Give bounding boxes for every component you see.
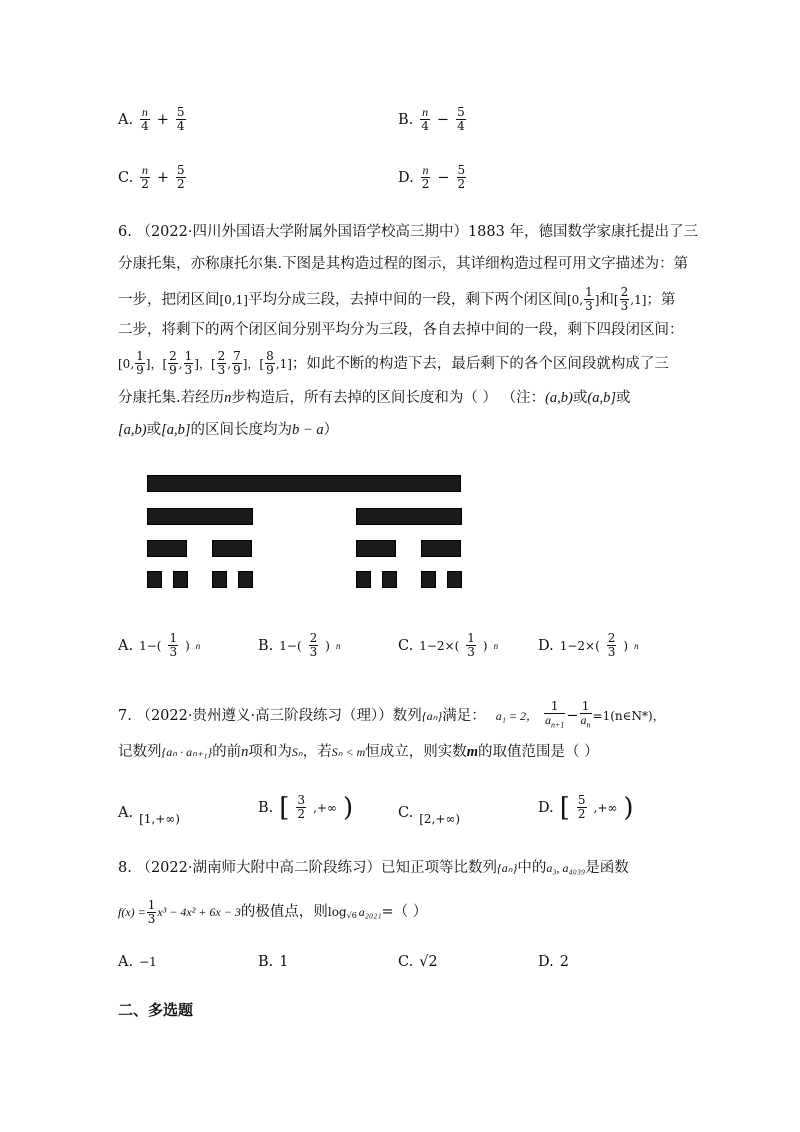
cantor-bar bbox=[447, 571, 462, 588]
cantor-bar bbox=[147, 508, 253, 525]
cantor-bar bbox=[147, 571, 162, 588]
cantor-bar bbox=[356, 540, 396, 557]
cantor-bar bbox=[421, 540, 461, 557]
q8-option-a: A. −1 bbox=[118, 954, 157, 970]
q6-line-6: 分康托集.若经历n步构造后，所有去掉的区间长度和为（ ） （注：(a,b)或(a,b]或 bbox=[118, 390, 631, 406]
q8-line-2: f(x) = $\frac{1}{3}$ x³ − 4x² + 6x − 3 的极值点，则 log $_{√6}$ a₂₀₂₁ =（ ） bbox=[118, 897, 428, 926]
q8-option-b: B. 1 bbox=[258, 954, 289, 970]
q6-line-3: 一步，把闭区间 [0,1] 平均分成三段，去掉中间的一段，剩下两个闭区间 [0, $\frac{1}{3}$ ] 和 [ $\frac{2}{3}$ ,1] ；第 bbox=[118, 285, 676, 313]
q8-option-d: D. 2 bbox=[538, 954, 569, 970]
q7-option-b: B. [ $\frac{3}{2}$ ,+∞ ) bbox=[258, 792, 354, 823]
section-heading: 二、多选题 bbox=[118, 1001, 194, 1019]
q5-option-a: A. $\frac{n}{4}$ + $\frac{5}{4}$ bbox=[118, 105, 185, 133]
q6-line-2: 分康托集，亦称康托尔集.下图是其构造过程的图示，其详细构造过程可用文字描述为：第 bbox=[118, 256, 689, 272]
q7-option-c: C. [2,+∞) bbox=[398, 805, 461, 826]
q6-option-d: D. 1−2×( $\frac{2}{3}$ ) n bbox=[538, 631, 639, 659]
cantor-bar bbox=[147, 540, 187, 557]
q7-option-a: A. [1,+∞) bbox=[118, 805, 180, 826]
q6-line-1: 6. （2022·四川外国语大学附属外国语学校高三期中）1883 年，德国数学家康托提出了三 bbox=[118, 224, 698, 240]
q8-option-c: C. √2 bbox=[398, 954, 438, 970]
q6-option-a: A. 1−( $\frac{1}{3}$ ) n bbox=[118, 631, 201, 659]
q7-option-d: D. [ $\frac{5}{2}$ ,+∞ ) bbox=[538, 792, 634, 823]
q6-line-5: [0, $\frac{1}{9}$ ]，[ $\frac{2}{9}$ , $\frac{1}{3}$ ]，[ $\frac{2}{3}$ , $\frac{7}{9}$ ]，[ $\frac{8}{9}$ ,1] ；如此不断的构造下去，最后剩下的各个区间段就构成了三 bbox=[118, 349, 669, 377]
cantor-bar bbox=[212, 540, 252, 557]
cantor-bar bbox=[421, 571, 436, 588]
q8-line-1: 8. （2022·湖南师大附中高二阶段练习）已知正项等比数列{aₙ}中的a₃, a₄₀₃₉是函数 bbox=[118, 860, 629, 876]
q7-line-2: 记数列{aₙ · aₙ₊₁}的前n项和为Sₙ，若Sₙ < m恒成立，则实数m的取值范围是（ ） bbox=[118, 744, 599, 760]
q5-option-b: B. $\frac{n}{4}$ − $\frac{5}{4}$ bbox=[398, 105, 465, 133]
cantor-bar bbox=[212, 571, 227, 588]
cantor-bar bbox=[382, 571, 397, 588]
cantor-bar bbox=[238, 571, 253, 588]
q5-option-d: D. $\frac{n}{2}$ − $\frac{5}{2}$ bbox=[398, 163, 466, 191]
cantor-bar bbox=[147, 475, 461, 492]
q6-line-7: [a,b)或[a,b]的区间长度均为b − a） bbox=[118, 422, 339, 438]
q7-line-1: 7. （2022·贵州遵义·高三阶段练习（理））数列 {aₙ} 满足： a₁ = 2， $\frac{1}{a_{n+1}}$ − $\frac{1}{a_n}$ =1(n∈N*)， bbox=[118, 699, 665, 730]
q6-option-c: C. 1−2×( $\frac{1}{3}$ ) n bbox=[398, 631, 499, 659]
q6-option-b: B. 1−( $\frac{2}{3}$ ) n bbox=[258, 631, 341, 659]
cantor-bar bbox=[356, 571, 371, 588]
cantor-bar bbox=[356, 508, 462, 525]
q5-option-c: C. $\frac{n}{2}$ + $\frac{5}{2}$ bbox=[118, 163, 185, 191]
cantor-bar bbox=[173, 571, 188, 588]
q6-line-4: 二步，将剩下的两个闭区间分别平均分为三段，各自去掉中间的一段，剩下四段闭区间： bbox=[118, 322, 684, 338]
